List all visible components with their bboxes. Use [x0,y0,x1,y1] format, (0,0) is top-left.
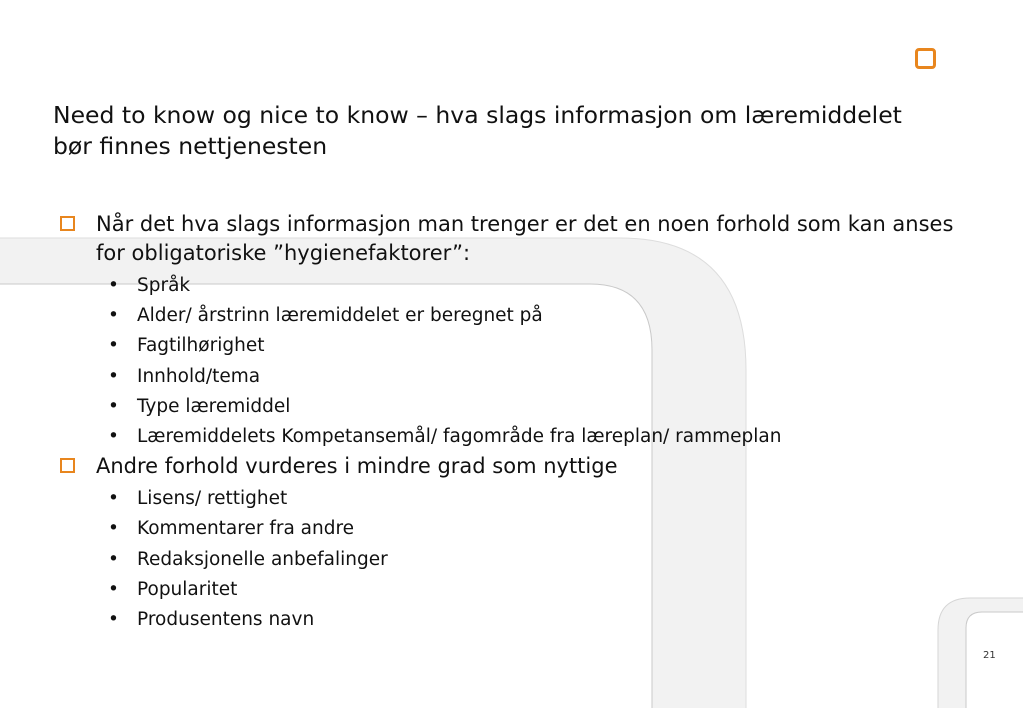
slide-title: Need to know og nice to know – hva slags informasjon om læremiddelet bør finnes nettjenesten [53,101,902,160]
list-item: • Læremiddelets Kompetansemål/ fagområde fra læreplan/ rammeplan [108,422,958,452]
list-item: • Produsentens navn [108,605,958,635]
bullet-dot-icon: • [108,365,119,387]
list-item: • Fagtilhørighet [108,331,958,361]
slide-content [58,210,958,635]
list-item: • Lisens/ rettighet [108,484,958,514]
bullet-dot-icon: • [108,488,119,510]
square-bullet-icon [60,216,75,231]
bullet-dot-icon: • [108,305,119,327]
bullet-dot-icon: • [108,609,119,631]
square-bullet-icon [60,458,75,473]
list-item: • Alder/ årstrinn læremiddelet er beregnet på [108,301,958,331]
bullet-dot-icon: • [108,335,119,357]
list-item: • Innhold/tema [108,362,958,392]
bullet-dot-icon: • [108,578,119,600]
page-number: 21 [983,650,996,661]
section-2-text: Andre forhold vurderes i mindre grad som nyttige [96,454,618,479]
logo-square-icon [915,48,936,69]
section-1-text: Når det hva slags informasjon man trenger er det en noen forhold som kan anses for obligatoriske ”hygienefaktorer”: [96,212,954,265]
list-item: • Kommentarer fra andre [108,514,958,544]
bullet-dot-icon: • [108,395,119,417]
list-item: • Type læremiddel [108,392,958,422]
section-1-heading [58,210,958,268]
bullet-dot-icon: • [108,548,119,570]
list-item: • Redaksjonelle anbefalinger [108,545,958,575]
bullet-dot-icon: • [108,426,119,448]
section-1 [58,210,958,452]
section-1-list [58,271,958,452]
bullet-dot-icon: • [108,275,119,296]
list-item: • Popularitet [108,575,958,605]
bullet-dot-icon: • [108,518,119,540]
section-2-list [58,484,958,635]
section-2-heading [58,452,958,481]
list-item: • Språk [108,271,958,301]
section-2 [58,452,958,635]
